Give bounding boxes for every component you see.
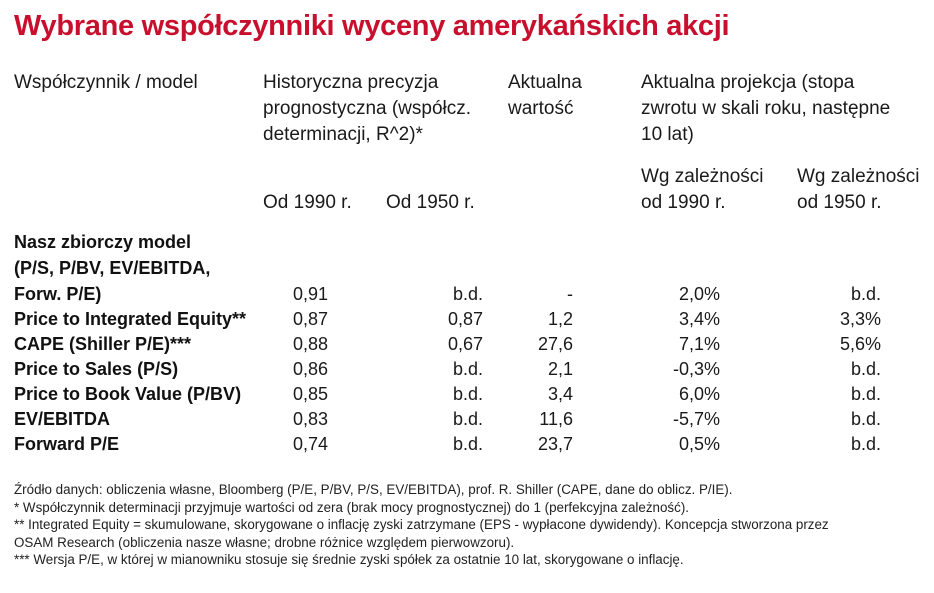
- footnote-integrated-equity-cont: OSAM Research (obliczenia nasze własne; drobne różnice względem pierwowzoru).: [14, 534, 515, 550]
- row-label: Forward P/E: [14, 434, 120, 454]
- cell-current: 2,1: [547, 359, 573, 379]
- cell-r2-1990: 0,91: [292, 284, 328, 304]
- row-label: Nasz zbiorczy model: [14, 232, 192, 252]
- header-current-line-2: wartość: [508, 98, 574, 119]
- cell-proj-1990: 3,4%: [678, 309, 720, 329]
- cell-r2-1950: 0,87: [447, 309, 483, 329]
- subheader-dep-1990-line-2: od 1990 r.: [641, 192, 726, 213]
- cell-r2-1950: b.d.: [452, 284, 483, 304]
- footnote-r2: * Współczynnik determinacji przyjmuje wartości od zera (brak mocy prognostycznej) do 1 (perfekcyjna zależność).: [14, 499, 689, 515]
- row-label: EV/EBITDA: [14, 409, 111, 429]
- cell-r2-1950: b.d.: [452, 434, 483, 454]
- row-label: CAPE (Shiller P/E)***: [14, 334, 192, 354]
- cell-current: 11,6: [539, 409, 573, 429]
- subheader-dep-1950-line-1: Wg zależności: [797, 166, 920, 187]
- header-projection: [641, 70, 890, 148]
- cell-current: -: [567, 284, 573, 304]
- cell-r2-1990: 0,83: [292, 409, 328, 429]
- cell-r2-1950: b.d.: [452, 409, 483, 429]
- cell-proj-1950: 5,6%: [839, 334, 881, 354]
- header-projection-line-2: zwrotu w skali roku, następne: [641, 98, 891, 119]
- row-label: Price to Book Value (P/BV): [14, 384, 242, 404]
- subheader-1990: Od 1990 r.: [263, 192, 352, 213]
- cell-proj-1950: 3,3%: [839, 309, 881, 329]
- cell-r2-1950: b.d.: [452, 359, 483, 379]
- subheader-dep-1950-line-2: od 1950 r.: [797, 192, 882, 213]
- row-label: Forw. P/E): [14, 284, 102, 304]
- cell-current: 1,2: [547, 309, 573, 329]
- cell-r2-1950: b.d.: [452, 384, 483, 404]
- footnote-integrated-equity: ** Integrated Equity = skumulowane, skorygowane o inflację zyski zatrzymane (EPS - wypłacone dywidendy). Koncepcja stworzona przez: [14, 517, 829, 532]
- footnote-cape: *** Wersja P/E, w której w mianowniku stosuje się średnie zyski spółek za ostatnie 10 lat, skorygowane o inflację.: [14, 552, 684, 567]
- cell-r2-1990: 0,88: [292, 334, 328, 354]
- row-label: Price to Sales (P/S): [14, 359, 179, 379]
- cell-r2-1990: 0,74: [292, 434, 328, 454]
- header-projection-line-3: 10 lat): [641, 124, 694, 145]
- header-projection-line-1: Aktualna projekcja (stopa: [641, 72, 855, 93]
- cell-proj-1990: 6,0%: [678, 384, 720, 404]
- footnotes: [14, 481, 924, 569]
- header-precision-line-3: determinacji, R^2)*: [263, 124, 423, 145]
- cell-r2-1950: 0,67: [447, 334, 483, 354]
- cell-proj-1990: -0,3%: [672, 359, 720, 379]
- header-model: Współczynnik / model: [14, 72, 198, 93]
- cell-r2-1990: 0,87: [292, 309, 328, 329]
- cell-r2-1990: 0,85: [292, 384, 328, 404]
- row-label: (P/S, P/BV, EV/EBITDA,: [14, 258, 211, 278]
- row-label: Price to Integrated Equity**: [14, 309, 247, 329]
- cell-proj-1990: 2,0%: [678, 284, 720, 304]
- cell-proj-1950: b.d.: [850, 434, 881, 454]
- cell-current: 3,4: [547, 384, 573, 404]
- header-precision: [263, 70, 471, 148]
- subheader-1950: Od 1950 r.: [386, 192, 475, 213]
- subheader-dep-1950: [797, 164, 920, 216]
- cell-r2-1990: 0,86: [292, 359, 328, 379]
- cell-proj-1950: b.d.: [850, 359, 881, 379]
- cell-proj-1950: b.d.: [850, 284, 881, 304]
- header-current: [508, 70, 582, 122]
- cell-proj-1990: 0,5%: [678, 434, 720, 454]
- subheader-dep-1990-line-1: Wg zależności: [641, 166, 764, 187]
- header-precision-line-2: prognostyczna (współcz.: [263, 98, 472, 119]
- cell-current: 23,7: [537, 434, 573, 454]
- cell-proj-1990: 7,1%: [678, 334, 720, 354]
- page-title: Wybrane współczynniki wyceny amerykańskich akcji: [14, 10, 730, 42]
- header-precision-line-1: Historyczna precyzja: [263, 72, 439, 93]
- cell-proj-1950: b.d.: [850, 384, 881, 404]
- footnote-source: Źródło danych: obliczenia własne, Bloomberg (P/E, P/BV, P/S, EV/EBITDA), prof. R. Shiller (CAPE, dane do oblicz. P/IE).: [14, 482, 733, 497]
- header-current-line-1: Aktualna: [508, 72, 582, 93]
- cell-current: 27,6: [537, 334, 573, 354]
- subheader-dep-1990: [641, 164, 764, 216]
- cell-proj-1990: -5,7%: [672, 409, 720, 429]
- cell-proj-1950: b.d.: [850, 409, 881, 429]
